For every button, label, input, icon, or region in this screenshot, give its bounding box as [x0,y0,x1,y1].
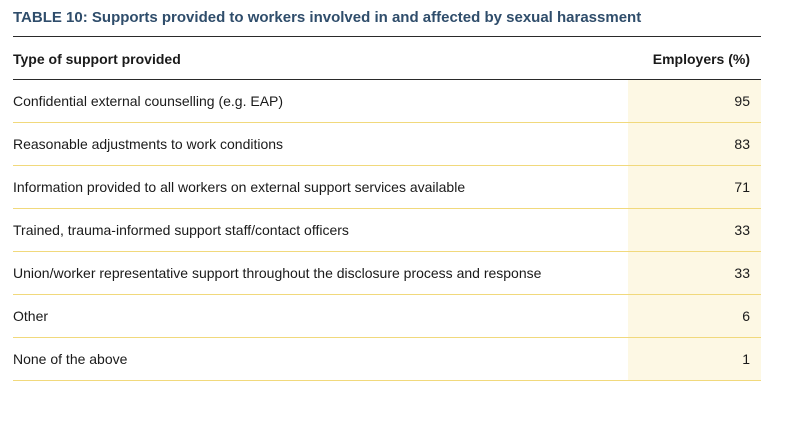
table-row [13,123,761,166]
table-row [13,80,761,123]
column-header-employers: Employers (%) [628,38,761,80]
table-row [13,166,761,209]
table-row [13,295,761,338]
row-value: 33 [628,252,761,295]
row-value: 71 [628,166,761,209]
table-title: TABLE 10: Supports provided to workers involved in and affected by sexual harassment [13,9,642,26]
supports-table [13,38,761,381]
row-label: Confidential external counselling (e.g. EAP) [13,80,628,123]
row-label: Information provided to all workers on external support services available [13,166,628,209]
row-value: 6 [628,295,761,338]
table-row [13,338,761,381]
table-row [13,252,761,295]
row-label: Reasonable adjustments to work conditions [13,123,628,166]
title-divider [13,36,761,37]
row-label: Union/worker representative support throughout the disclosure process and response [13,252,628,295]
column-header-support-type: Type of support provided [13,38,628,80]
row-value: 1 [628,338,761,381]
row-label: None of the above [13,338,628,381]
row-label: Trained, trauma-informed support staff/contact officers [13,209,628,252]
row-value: 83 [628,123,761,166]
header-row [13,38,761,80]
row-value: 95 [628,80,761,123]
table-row [13,209,761,252]
row-label: Other [13,295,628,338]
row-value: 33 [628,209,761,252]
